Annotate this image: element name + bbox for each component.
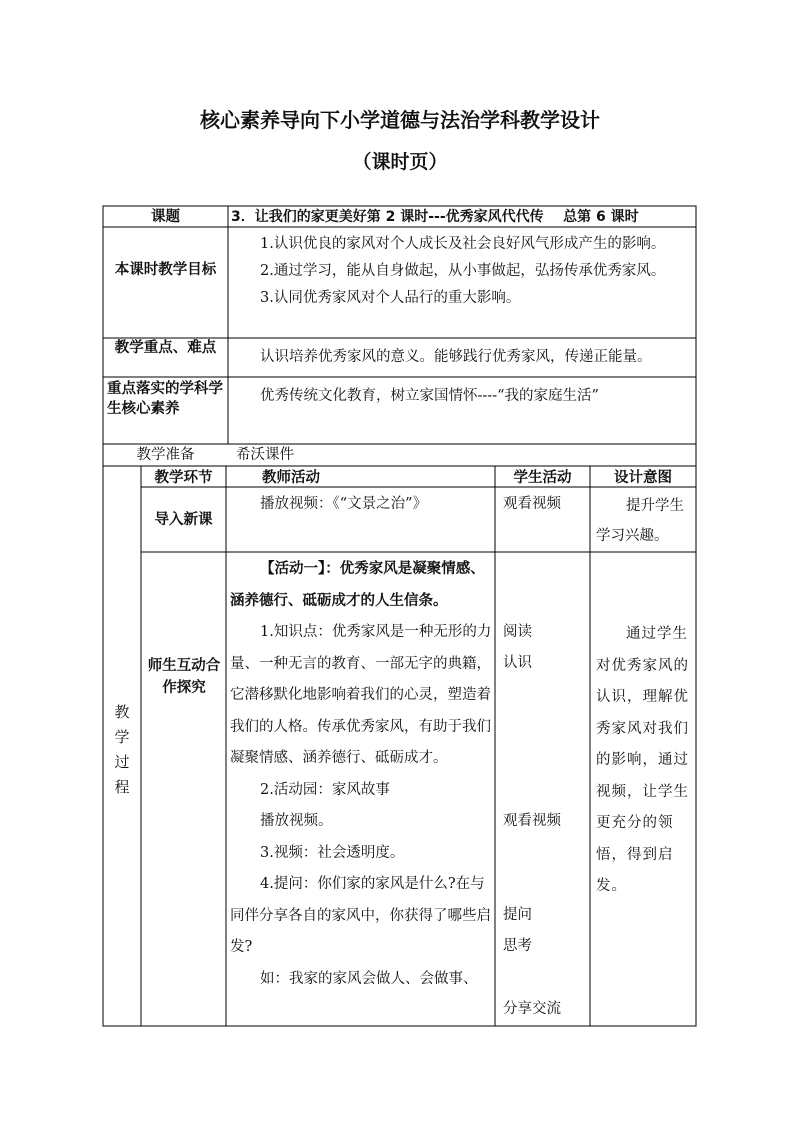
process-side-label: 教学过程 — [114, 703, 130, 796]
explore-teacher — [230, 554, 492, 995]
literacy-value: 优秀传统文化教育，树立家国情怀----“我的家庭生活” — [260, 388, 599, 404]
preparation-label: 教学准备 — [136, 447, 195, 463]
key-points-value: 认识培养优秀家风的意义。能够践行优秀家风，传递正能量。 — [260, 349, 652, 365]
student-activity: 分享交流 — [503, 1001, 561, 1017]
teacher-para: 4.提问：你们家的家风是什么?在与同伴分享各自的家风中，你获得了哪些启发? — [230, 876, 491, 955]
header-intent: 设计意图 — [614, 470, 672, 486]
teacher-para: 1.知识点：优秀家风是一种无形的力量、一种无言的教育、一部无字的典籍，它潜移默化地影响着我们的心灵，塑造着我们的人格。传承优秀家风，有助于我们凝聚情感、涵养德行、砥砺成才。 — [230, 624, 492, 766]
header-student: 学生活动 — [513, 470, 572, 486]
document-title: 核心素养导向下小学道德与法治学科教学设计 — [200, 108, 600, 132]
intro-intent: 提升学生学习兴趣。 — [596, 498, 684, 544]
objective-item: 2.通过学习，能从自身做起，从小事做起，弘扬传承优秀家风。 — [260, 263, 666, 279]
intro-student: 观看视频 — [503, 496, 561, 512]
teacher-para: 播放视频。 — [260, 813, 333, 829]
objective-item: 1.认识优良的家风对个人成长及社会良好风气形成产生的影响。 — [260, 236, 666, 252]
objective-item: 3.认同优秀家风对个人品行的重大影响。 — [260, 290, 521, 306]
teacher-para: 2.活动园：家风故事 — [260, 781, 390, 798]
student-activity: 观看视频 — [503, 813, 561, 829]
literacy-label: 重点落实的学科学生核心素养 — [107, 381, 223, 417]
preparation-value: 希沃课件 — [236, 447, 294, 463]
teacher-para: 如：我家的家风会做人、会做事、 — [260, 970, 478, 987]
explore-stage: 师生互动合作探究 — [147, 658, 221, 696]
header-teacher: 教师活动 — [262, 470, 320, 486]
student-activity: 提问 — [503, 907, 532, 923]
document-subtitle: （课时页） — [352, 151, 448, 173]
student-activity: 阅读 — [503, 624, 532, 640]
student-activity: 认识 — [503, 655, 532, 671]
teacher-para: 3.视频：社会透明度。 — [260, 844, 405, 861]
objectives-label: 本课时教学目标 — [114, 262, 217, 278]
student-activity: 思考 — [503, 938, 532, 954]
intro-teacher: 播放视频：《“文景之治”》 — [260, 496, 428, 512]
intro-stage: 导入新课 — [154, 512, 213, 528]
explore-intent: 通过学生对优秀家风的认识，理解优秀家风对我们的影响，通过视频，让学生更充分的领悟，得到启发。 — [596, 626, 689, 894]
activity-title: 【活动一】：优秀家风是凝聚情感、涵养德行、砥砺成才的人生信条。 — [230, 561, 485, 609]
key-points-label: 教学重点、难点 — [114, 340, 217, 356]
lesson-label: 课题 — [151, 209, 180, 225]
lesson-value: 3．让我们的家更美好第 2 课时---优秀家风代代传 总第 6 课时 — [231, 209, 639, 225]
objectives-list — [230, 231, 690, 312]
header-stage: 教学环节 — [154, 470, 213, 486]
